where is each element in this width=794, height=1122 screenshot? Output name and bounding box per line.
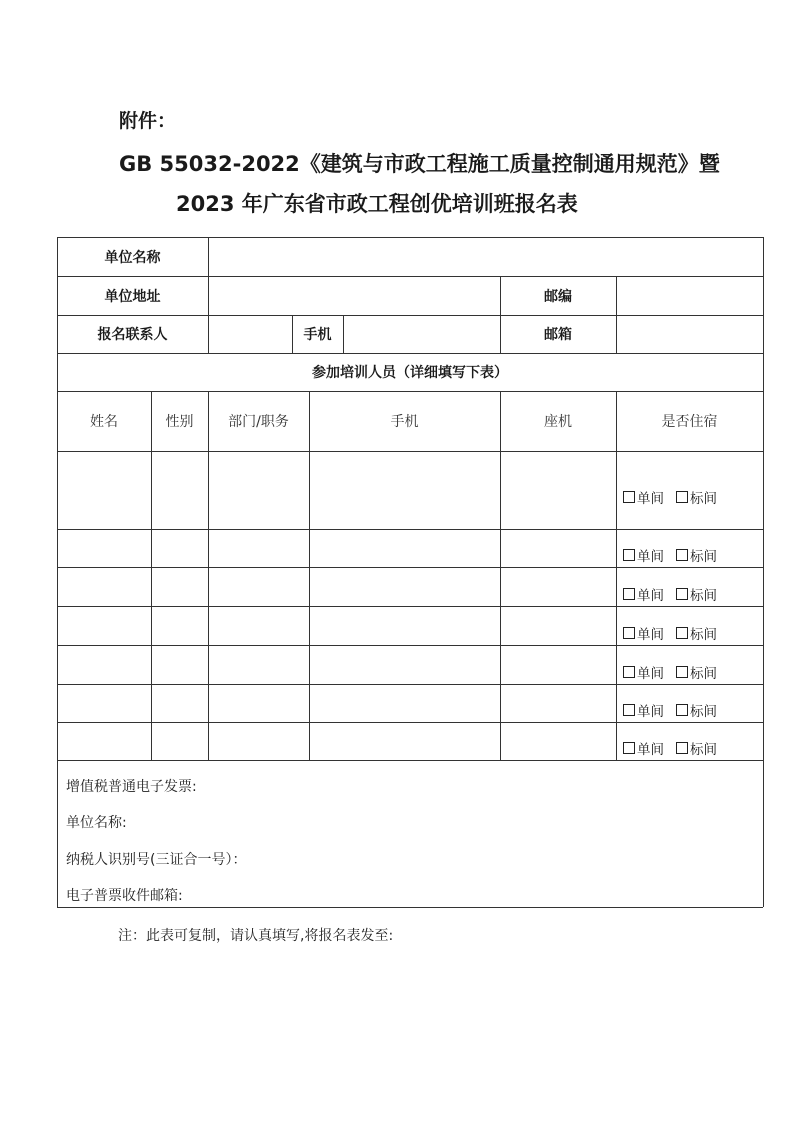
row-divider xyxy=(57,567,763,568)
table-border-right xyxy=(763,237,764,907)
single-room-option[interactable] xyxy=(623,545,664,565)
checkbox-icon[interactable] xyxy=(623,666,635,678)
checkbox-icon[interactable] xyxy=(623,627,635,639)
checkbox-icon[interactable] xyxy=(623,742,635,754)
lodging-options xyxy=(623,623,717,643)
single-room-option[interactable] xyxy=(623,623,664,643)
single-room-option[interactable] xyxy=(623,487,664,507)
table-border-bottom xyxy=(57,907,763,908)
column-header-gender: 性别 xyxy=(165,414,194,430)
single-room-label: 单间 xyxy=(637,627,664,643)
standard-room-option[interactable] xyxy=(676,487,717,507)
column-header-mobile: 手机 xyxy=(390,414,419,430)
lodging-options xyxy=(623,545,717,565)
standard-room-option[interactable] xyxy=(676,623,717,643)
checkbox-icon[interactable] xyxy=(676,588,688,600)
attachment-label: 附件： xyxy=(119,110,177,132)
checkbox-icon[interactable] xyxy=(623,704,635,716)
mobile-field[interactable] xyxy=(343,315,500,353)
column-header-department: 部门/职务 xyxy=(228,414,289,430)
single-room-label: 单间 xyxy=(637,704,664,720)
single-room-option[interactable] xyxy=(623,584,664,604)
contact-person-field[interactable] xyxy=(208,315,292,353)
standard-room-label: 标间 xyxy=(690,742,717,758)
invoice-header: 增值税普通电子发票: xyxy=(66,779,197,795)
row-divider xyxy=(57,529,763,530)
checkbox-icon[interactable] xyxy=(623,549,635,561)
column-header-name: 姓名 xyxy=(90,414,118,430)
row-divider xyxy=(57,760,763,761)
standard-room-label: 标间 xyxy=(690,491,717,507)
form-title-line-1: GB 55032-2022《建筑与市政工程施工质量控制通用规范》暨 xyxy=(119,152,720,176)
standard-room-label: 标间 xyxy=(690,549,717,565)
row-divider xyxy=(57,645,763,646)
postcode-field[interactable] xyxy=(616,276,763,315)
checkbox-icon[interactable] xyxy=(623,491,635,503)
standard-room-label: 标间 xyxy=(690,588,717,604)
lodging-options xyxy=(623,584,717,604)
unit-address-label: 单位地址 xyxy=(104,288,161,305)
checkbox-icon[interactable] xyxy=(676,666,688,678)
checkbox-icon[interactable] xyxy=(676,549,688,561)
invoice-email-label: 电子普票收件邮箱: xyxy=(66,888,183,904)
single-room-label: 单间 xyxy=(637,491,664,507)
standard-room-option[interactable] xyxy=(676,738,717,758)
mobile-label: 手机 xyxy=(303,327,332,343)
standard-room-option[interactable] xyxy=(676,662,717,682)
row-divider xyxy=(57,451,763,452)
single-room-option[interactable] xyxy=(623,738,664,758)
footnote: 注：此表可复制，请认真填写,将报名表发至: xyxy=(118,928,394,944)
form-title-line-2: 2023 年广东省市政工程创优培训班报名表 xyxy=(176,192,578,216)
checkbox-icon[interactable] xyxy=(676,742,688,754)
standard-room-option[interactable] xyxy=(676,545,717,565)
single-room-option[interactable] xyxy=(623,700,664,720)
postcode-label: 邮编 xyxy=(544,288,572,305)
lodging-options xyxy=(623,700,717,720)
row-divider xyxy=(57,684,763,685)
single-room-label: 单间 xyxy=(637,742,664,758)
invoice-tax-id-label: 纳税人识别号(三证合一号）： xyxy=(66,852,247,868)
single-room-label: 单间 xyxy=(637,549,664,565)
standard-room-label: 标间 xyxy=(690,627,717,643)
checkbox-icon[interactable] xyxy=(676,627,688,639)
invoice-unit-name-label: 单位名称: xyxy=(66,815,127,831)
standard-room-option[interactable] xyxy=(676,700,717,720)
single-room-label: 单间 xyxy=(637,588,664,604)
column-header-landline: 座机 xyxy=(544,414,572,430)
single-room-label: 单间 xyxy=(637,666,664,682)
email-label: 邮箱 xyxy=(544,327,572,343)
unit-name-label: 单位名称 xyxy=(104,249,161,266)
checkbox-icon[interactable] xyxy=(676,704,688,716)
standard-room-label: 标间 xyxy=(690,704,717,720)
column-header-lodging: 是否住宿 xyxy=(661,414,718,430)
single-room-option[interactable] xyxy=(623,662,664,682)
standard-room-label: 标间 xyxy=(690,666,717,682)
unit-address-field[interactable] xyxy=(208,276,500,315)
contact-person-label: 报名联系人 xyxy=(97,327,168,343)
row-divider xyxy=(57,722,763,723)
unit-name-field[interactable] xyxy=(208,237,763,276)
checkbox-icon[interactable] xyxy=(676,491,688,503)
email-field[interactable] xyxy=(616,315,763,353)
checkbox-icon[interactable] xyxy=(623,588,635,600)
lodging-options xyxy=(623,738,717,758)
standard-room-option[interactable] xyxy=(676,584,717,604)
participants-header: 参加培训人员（详细填写下表） xyxy=(312,365,508,381)
lodging-options xyxy=(623,662,717,682)
lodging-options xyxy=(623,487,717,507)
row-divider xyxy=(57,606,763,607)
